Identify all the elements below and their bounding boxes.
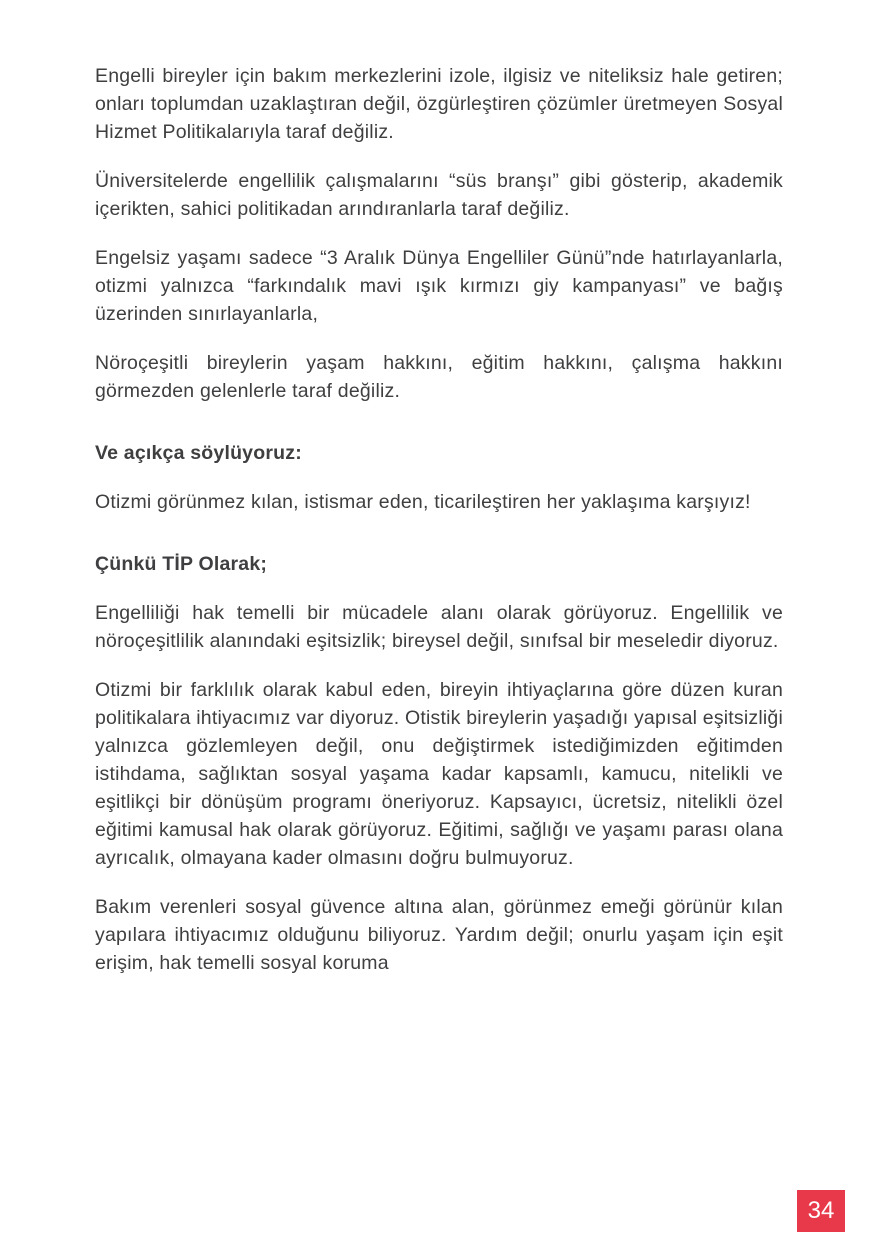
paragraph-care-centers: Engelli bireyler için bakım merkezlerini izole, ilgisiz ve niteliksiz hale getiren; onları toplumdan uzaklaştıran değil, özgürleştiren çözümler üretmeyen Sosyal Hizmet Politikalarıyla taraf değiliz. [95, 65, 783, 143]
heading-as-tip: Çünkü TİP Olarak; [95, 553, 268, 575]
paragraph-rights-based: Engelliliği hak temelli bir mücadele alanı olarak görüyoruz. Engellilik ve nöroçeşitlilik alanındaki eşitsizlik; bireysel değil, sınıfsal bir meseledir diyoruz. [95, 602, 783, 652]
page-number: 34 [807, 1197, 835, 1224]
page-number-badge [797, 1190, 845, 1232]
paragraph-awareness-day: Engelsiz yaşamı sadece “3 Aralık Dünya Engelliler Günü”nde hatırlayanlarla, otizmi yalnızca “farkındalık mavi ışık kırmızı giy kampanyası” ve bağış üzerinden sınırlayanlarla, [95, 247, 783, 325]
paragraph-transformation: Otizmi bir farklılık olarak kabul eden, bireyin ihtiyaçlarına göre düzen kuran politikalara ihtiyacımız var diyoruz. Otistik bireylerin yaşadığı yapısal eşitsizliği yalnızca gözlemleyen değil, onu değiştirmek istediğimizden eğitimden istihdama, sağlıktan sosyal yaşama kadar kapsamlı, kamucu, nitelikli ve eşitlikçi bir dönüşüm programı öneriyoruz. Kapsayıcı, ücretsiz, nitelikli özel eğitimi kamusal hak olarak görüyoruz. Eğitimi, sağlığı ve yaşamı parası olana ayrıcalık, olmayana kader olmasını doğru bulmuyoruz. [95, 679, 783, 869]
paragraph-universities: Üniversitelerde engellilik çalışmalarını “süs branşı” gibi gösterip, akademik içerikten, sahici politikadan arındıranlarla taraf değiliz. [95, 170, 783, 220]
paragraph-against-approach: Otizmi görünmez kılan, istismar eden, ticarileştiren her yaklaşıma karşıyız! [95, 491, 751, 513]
paragraph-neurodiverse: Nöroçeşitli bireylerin yaşam hakkını, eğitim hakkını, çalışma hakkını görmezden gelenlerle taraf değiliz. [95, 352, 783, 402]
text-block [95, 62, 783, 998]
paragraph-caregivers: Bakım verenleri sosyal güvence altına alan, görünmez emeği görünür kılan yapılara ihtiyacımız olduğunu biliyoruz. Yardım değil; onurlu yaşam için eşit erişim, hak temelli sosyal koruma [95, 896, 783, 974]
heading-we-say-openly: Ve açıkça söylüyoruz: [95, 442, 302, 464]
